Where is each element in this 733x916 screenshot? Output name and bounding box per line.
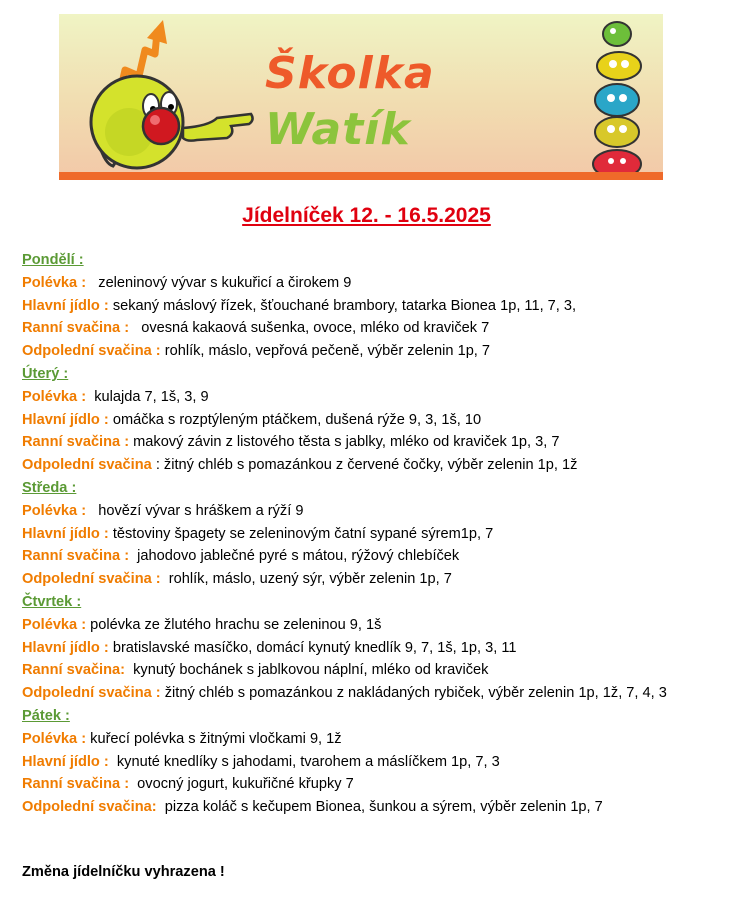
meal-label: Polévka : xyxy=(22,616,87,633)
meal-row xyxy=(22,523,727,546)
meal-label: Hlavní jídlo : xyxy=(22,297,109,314)
meal-label: Ranní svačina: xyxy=(22,662,126,679)
meal-label: Ranní svačina : xyxy=(22,434,130,451)
meal-label: Odpolední svačina : xyxy=(22,685,161,702)
meal-text: ovocný jogurt, kukuřičné křupky 7 xyxy=(137,776,354,793)
footer-note: Změna jídelníčku vyhrazena ! xyxy=(22,864,225,880)
meal-row xyxy=(22,386,727,409)
day-heading: Středa : xyxy=(22,479,77,496)
header-banner xyxy=(59,14,663,180)
meal-row xyxy=(22,614,727,637)
brand-name-line2: Watík xyxy=(265,104,411,155)
day-heading: Pondělí : xyxy=(22,252,84,268)
meal-text: pizza koláč s kečupem Bionea, šunkou a sýrem, výběr zelenin 1p, 7 xyxy=(164,799,603,816)
meal-text: kuřecí polévka s žitnými vločkami 9, 1ž xyxy=(90,730,342,747)
meal-row xyxy=(22,773,727,796)
meal-text: sekaný máslový řízek, šťouchané brambory, tatarka Bionea 1p, 11, 7, 3, xyxy=(112,297,577,314)
meal-label: Polévka : xyxy=(22,388,87,405)
meal-row xyxy=(22,659,727,682)
meal-label: Ranní svačina : xyxy=(22,548,130,565)
meal-label: Polévka : xyxy=(22,730,87,747)
meal-text: kynuté knedlíky s jahodami, tvarohem a máslíčkem 1p, 7, 3 xyxy=(116,753,500,770)
meal-label: Polévka : xyxy=(22,502,87,519)
meal-row xyxy=(22,431,727,454)
brand-name-line1: Školka xyxy=(265,48,435,99)
meal-row xyxy=(22,295,727,318)
meal-text: žitný chléb s pomazánkou z nakládaných rybiček, výběr zelenin 1p, 1ž, 7, 4, 3 xyxy=(164,685,667,702)
meal-text: omáčka s rozptýleným ptáčkem, dušená rýže 9, 3, 1š, 10 xyxy=(112,411,482,428)
meal-row xyxy=(22,751,727,774)
meal-row xyxy=(22,637,727,660)
meal-label: Hlavní jídlo : xyxy=(22,411,109,428)
meal-text: ovesná kakaová sušenka, ovoce, mléko od kraviček 7 xyxy=(141,320,490,337)
meal-label: Odpolední svačina: xyxy=(22,799,157,816)
meal-text: kynutý bochánek s jablkovou náplní, mléko od kraviček xyxy=(133,662,489,679)
meal-label: Ranní svačina : xyxy=(22,320,130,337)
mascot-illustration xyxy=(59,14,259,180)
meal-text: jahodovo jablečné pyré s mátou, rýžový chlebíček xyxy=(137,548,460,565)
meal-row xyxy=(22,317,727,340)
day-heading: Pátek : xyxy=(22,707,70,724)
meal-text: těstoviny špagety se zeleninovým čatní sypané sýrem1p, 7 xyxy=(112,525,494,542)
monster-totem-illustration xyxy=(573,14,663,180)
meal-row xyxy=(22,545,727,568)
meal-text: rohlík, máslo, uzený sýr, výběr zelenin 1p, 7 xyxy=(168,571,452,588)
meal-text: hovězí vývar s hráškem a rýží 9 xyxy=(98,502,304,519)
meal-text: kulajda 7, 1š, 3, 9 xyxy=(94,388,209,405)
meal-text: bratislavské masíčko, domácí kynutý knedlík 9, 7, 1š, 1p, 3, 11 xyxy=(112,639,517,656)
meal-label: Odpolední svačina : xyxy=(22,343,161,360)
meal-label: Hlavní jídlo : xyxy=(22,525,109,542)
meal-label: Hlavní jídlo : xyxy=(22,639,109,656)
meal-row xyxy=(22,409,727,432)
meal-text: rohlík, máslo, vepřová pečeně, výběr zelenin 1p, 7 xyxy=(164,343,491,360)
header-stripe xyxy=(59,172,663,180)
day-heading: Úterý : xyxy=(22,365,69,382)
meal-row xyxy=(22,682,727,705)
meal-label: Ranní svačina : xyxy=(22,776,130,793)
meal-label: Odpolední svačina xyxy=(22,457,152,474)
meal-row xyxy=(22,340,727,363)
meal-text: zeleninový vývar s kukuřicí a čirokem 9 xyxy=(98,274,352,291)
meal-row xyxy=(22,272,727,295)
meal-row xyxy=(22,728,727,751)
meal-text: : žitný chléb s pomazánkou z červené čočky, výběr zelenin 1p, 1ž xyxy=(155,457,578,474)
meal-row xyxy=(22,454,727,477)
meal-label: Polévka : xyxy=(22,274,87,291)
page-title: Jídelníček 12. - 16.5.2025 xyxy=(242,204,491,227)
menu-list xyxy=(22,249,727,819)
meal-row xyxy=(22,568,727,591)
meal-row xyxy=(22,796,727,819)
meal-label: Hlavní jídlo : xyxy=(22,753,109,770)
day-heading: Čtvrtek : xyxy=(22,593,82,610)
meal-label: Odpolední svačina : xyxy=(22,571,161,588)
meal-row xyxy=(22,500,727,523)
meal-text: makový závin z listového těsta s jablky, mléko od kraviček 1p, 3, 7 xyxy=(133,434,560,451)
meal-text: polévka ze žlutého hrachu se zeleninou 9, 1š xyxy=(90,616,382,633)
